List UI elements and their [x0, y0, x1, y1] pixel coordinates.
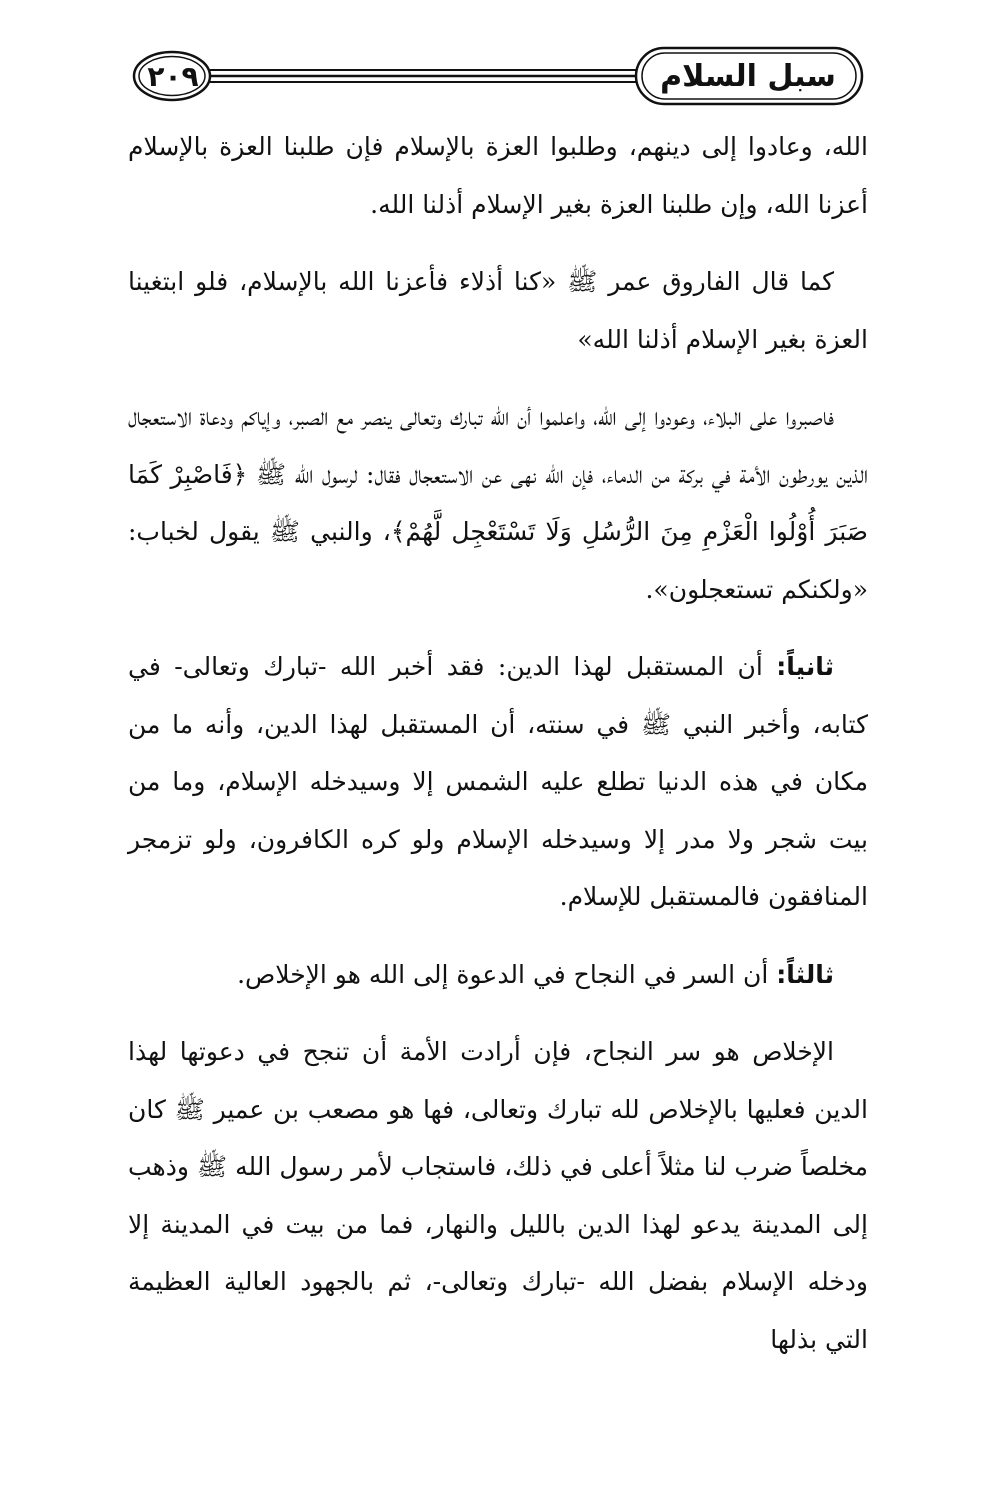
paragraph-sincerity [128, 1023, 868, 1368]
page-header [130, 40, 866, 112]
paragraph-text: فاصبروا على البلاء، وعودوا إلى الله، واعلموا أن الله تبارك وتعالى ينصر مع الصبر، وإياكم ودعاة الاستعجال الذين يورطون الأمة في بركة من الدماء، فإن الله نهى عن الاستعجال فقال: لرسول الله ﷺ [128, 402, 868, 489]
paragraph-text: الله، وعادوا إلى دينهم، وطلبوا العزة بالإسلام فإن طلبنا العزة بالإسلام أعزنا الله، وإن طلبنا العزة بغير الإسلام أذلنا الله. [128, 132, 868, 219]
quran-verse: ﴿فَاصْبِرْ كَمَا صَبَرَ أُوْلُوا الْعَزْمِ مِنَ الرُّسُلِ وَلَا تَسْتَعْجِل لَّهُمْ﴾ [128, 459, 868, 546]
running-title: سبل السلام [660, 58, 836, 94]
point-heading: ثالثاً: [776, 959, 834, 989]
paragraph-text: كما قال الفاروق عمر ﷺ «كنا أذلاء فأعزنا الله بالإسلام، فلو ابتغينا العزة بغير الإسلام أذلنا الله» [128, 267, 868, 354]
paragraph-text: ، والنبي ﷺ يقول لخباب: «ولكنكم تستعجلون». [128, 517, 868, 604]
paragraph-text: الإخلاص هو سر النجاح، فإن أرادت الأمة أن تنجح في دعوتها لهذا الدين فعليها بالإخلاص لله تبارك وتعالى، فها هو مصعب بن عمير ﷺ كان مخلصاً ضرب لنا مثلاً أعلى في ذلك، فاستجاب لأمر رسول الله ﷺ وذهب إلى المدينة يدعو لهذا الدين بالليل والنهار، فما من بيت في المدينة إلا ودخله الإسلام بفضل الله -تبارك وتعالى-، ثم بالجهود العالية العظيمة التي بذلها [128, 1037, 868, 1354]
paragraph-third-point [128, 946, 868, 1004]
paragraph-second-point [128, 638, 868, 926]
paragraph-text: أن السر في النجاح في الدعوة إلى الله هو الإخلاص. [237, 959, 777, 989]
page-body [128, 118, 868, 1368]
paragraph-quote-umar [128, 253, 868, 368]
point-heading: ثانياً: [776, 652, 834, 681]
page-number: ٢٠٩ [147, 59, 199, 93]
paragraph-text: أن المستقبل لهذا الدين: فقد أخبر الله -تبارك وتعالى- في كتابه، وأخبر النبي ﷺ في سنته، أن المستقبل لهذا الدين، وأنه ما من مكان في هذه الدنيا تطلع عليه الشمس إلا وسيدخله الإسلام، وما من بيت شجر ولا مدر إلا وسيدخله الإسلام ولو كره الكافرون، ولو تزمجر المنافقون فالمستقبل للإسلام. [128, 652, 868, 911]
paragraph-continuation [128, 118, 868, 233]
paragraph-patience [128, 388, 868, 618]
